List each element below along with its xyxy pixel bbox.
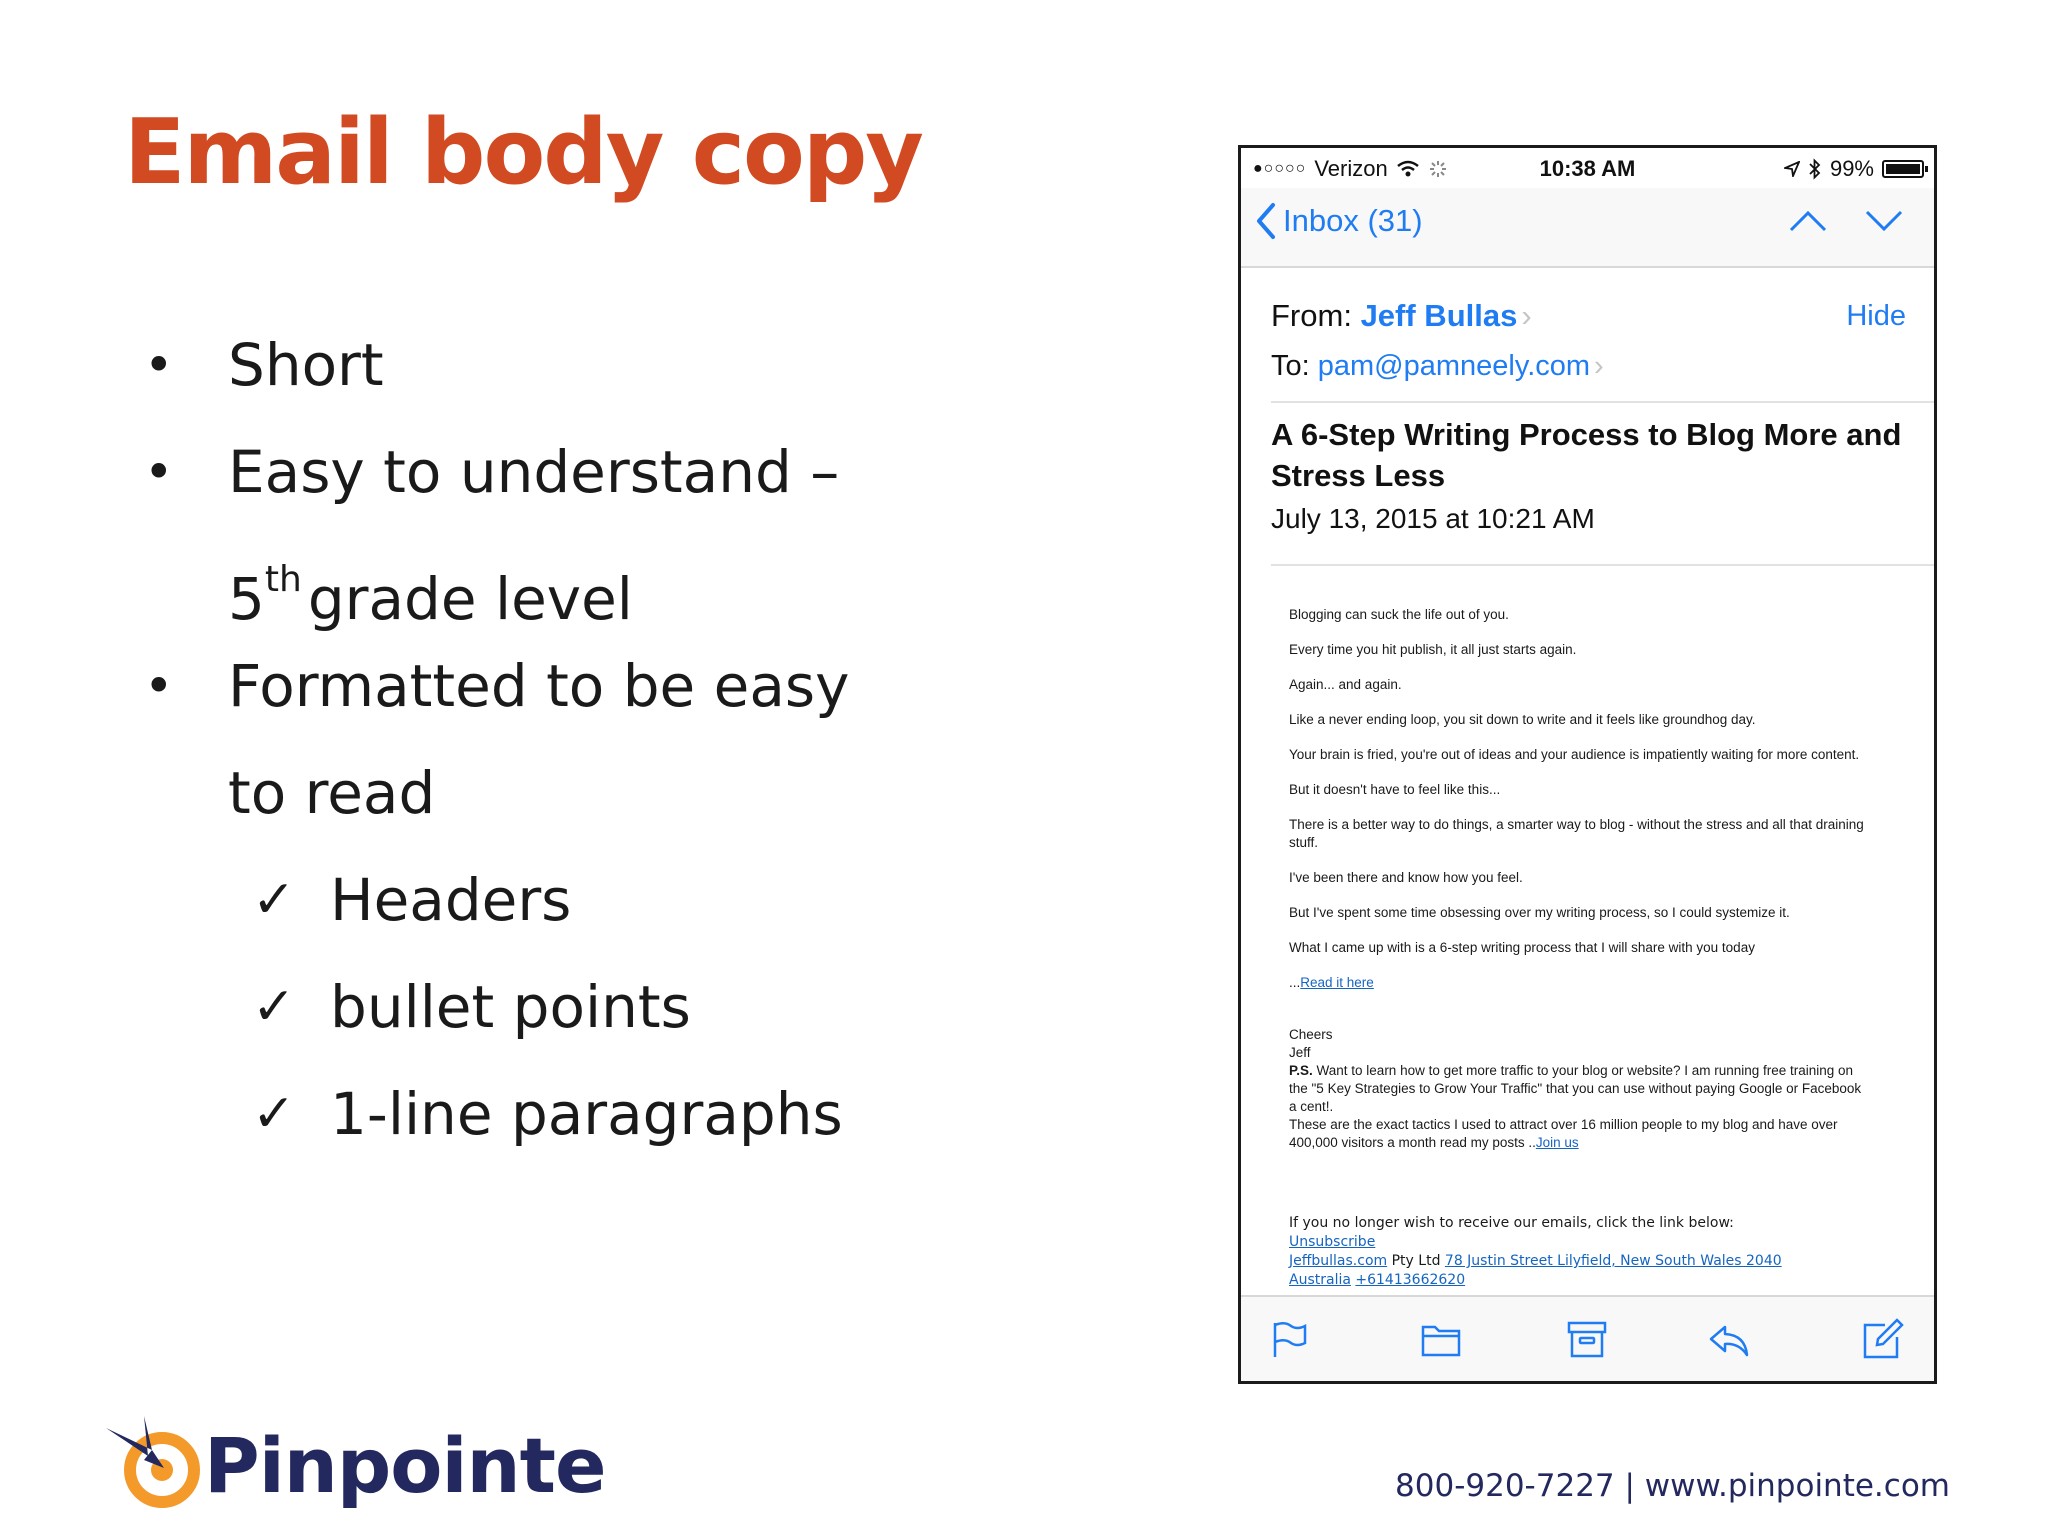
- divider: [1271, 564, 1934, 566]
- cheers-text: Cheers: [1289, 1027, 1333, 1042]
- status-bar: [1241, 148, 1934, 188]
- email-subject: A 6-Step Writing Process to Blog More and Stress Less: [1271, 417, 1902, 493]
- country-link[interactable]: Australia: [1289, 1272, 1351, 1288]
- slide-title: Email body copy: [124, 100, 922, 205]
- grade-suffix: th: [264, 559, 302, 600]
- address-link[interactable]: 78 Justin Street Lilyfield, New South Wales 2040: [1444, 1253, 1782, 1269]
- bullet-dot: •: [144, 336, 174, 394]
- check-icon: ✓: [252, 1084, 296, 1144]
- contact-info: 800-920-7227 | www.pinpointe.com: [1395, 1468, 1950, 1504]
- battery-percent: 99%: [1829, 156, 1874, 181]
- location-icon: [1784, 161, 1800, 177]
- body-paragraph: Your brain is fried, you're out of ideas and your audience is impatiently waiting for more content.: [1289, 747, 1860, 762]
- chevron-left-icon: [1255, 202, 1277, 240]
- previous-message-button[interactable]: [1788, 206, 1828, 236]
- email-body: [1289, 606, 1870, 1152]
- bullet-item-short: [144, 312, 884, 419]
- archive-icon[interactable]: [1565, 1317, 1609, 1361]
- body-paragraph: Like a never ending loop, you sit down to write and it feels like groundhog day.: [1289, 712, 1756, 727]
- carrier-name: Verizon: [1314, 156, 1388, 181]
- ps-label: P.S.: [1289, 1063, 1313, 1078]
- phone-link[interactable]: +61413662620: [1355, 1272, 1466, 1288]
- hide-details-button[interactable]: Hide: [1846, 300, 1906, 332]
- folder-icon[interactable]: [1419, 1317, 1463, 1361]
- next-message-button[interactable]: [1864, 206, 1904, 236]
- check-text: bullet points: [330, 973, 691, 1041]
- bullet-text: Short: [228, 331, 384, 399]
- body-paragraph: What I came up with is a 6-step writing process that I will share with you today: [1289, 940, 1755, 955]
- body-paragraph: Again... and again.: [1289, 677, 1402, 692]
- status-time: 10:38 AM: [1539, 156, 1636, 181]
- bluetooth-icon: [1808, 158, 1822, 180]
- bullet-item-easy: [144, 419, 884, 526]
- bullet-text: Easy to understand –: [228, 438, 840, 506]
- signal-strength: ●○○○○: [1253, 160, 1307, 177]
- divider: [1271, 401, 1934, 403]
- check-item-headers: [144, 847, 884, 954]
- body-paragraph: There is a better way to do things, a smarter way to blog - without the stress and all that draining stuff.: [1289, 817, 1864, 850]
- grade-number: 5: [228, 565, 265, 633]
- check-text: Headers: [330, 866, 572, 934]
- reply-icon[interactable]: [1707, 1317, 1751, 1361]
- bullet-continuation: [144, 526, 884, 633]
- compose-icon[interactable]: [1861, 1317, 1905, 1361]
- phone-screenshot: [1238, 145, 1937, 1384]
- body-paragraph: Blogging can suck the life out of you.: [1289, 607, 1509, 622]
- logo-text: Pinpointe: [204, 1420, 606, 1510]
- mail-toolbar: [1241, 1295, 1934, 1381]
- from-row: [1271, 298, 1532, 334]
- body-paragraph: I've been there and know how you feel.: [1289, 870, 1523, 885]
- unsubscribe-link[interactable]: Unsubscribe: [1289, 1234, 1376, 1250]
- bullet-item-formatted: [144, 633, 884, 740]
- bullet-list: [144, 312, 884, 1168]
- bullet-dot: •: [144, 443, 174, 501]
- read-it-here-link[interactable]: Read it here: [1300, 975, 1374, 990]
- battery-icon: [1882, 160, 1924, 178]
- check-item-paragraphs: [144, 1061, 884, 1168]
- bullet-dot: •: [144, 657, 174, 715]
- chevron-right-icon: ›: [1521, 298, 1532, 333]
- ps-paragraph: P.S. Want to learn how to get more traffic to your blog or website? I am running free training on the "5 Key Strategies to Grow Your Traffic" that you can use without paying Google or Facebook a cent!.: [1289, 1063, 1862, 1114]
- read-more-row: ...Read it here: [1289, 975, 1374, 990]
- mail-nav-bar: [1241, 188, 1934, 268]
- body-paragraph: But it doesn't have to feel like this...: [1289, 782, 1501, 797]
- body-paragraph: Every time you hit publish, it all just starts again.: [1289, 642, 1577, 657]
- email-date: July 13, 2015 at 10:21 AM: [1271, 503, 1595, 534]
- join-us-link[interactable]: Join us: [1535, 1135, 1579, 1150]
- bullet-text: Formatted to be easy: [228, 652, 850, 720]
- to-label: To:: [1271, 350, 1310, 382]
- pinpointe-logo: [100, 1410, 606, 1520]
- logo-mark-icon: [100, 1410, 210, 1520]
- body-paragraph: But I've spent some time obsessing over my writing process, so I could systemize it.: [1289, 905, 1790, 920]
- check-icon: ✓: [252, 870, 296, 930]
- ps-paragraph-2: These are the exact tactics I used to attract over 16 million people to my blog and have over 400,000 visitors a month read my posts ..Join us: [1289, 1117, 1838, 1150]
- recipient-address-link[interactable]: pam@pamneely.com: [1317, 350, 1591, 382]
- check-item-bullet-points: [144, 954, 884, 1061]
- chevron-right-icon: ›: [1594, 350, 1604, 382]
- to-row: [1271, 350, 1604, 383]
- unsubscribe-notice: If you no longer wish to receive our emails, click the link below:: [1289, 1215, 1734, 1231]
- bullet-text: grade level: [307, 565, 633, 633]
- signoff-name: Jeff: [1289, 1045, 1311, 1060]
- signature-block: [1289, 1026, 1870, 1152]
- from-label: From:: [1271, 298, 1352, 333]
- company-link[interactable]: Jeffbullas.com: [1289, 1253, 1388, 1269]
- back-label: Inbox (31): [1283, 203, 1423, 238]
- check-icon: ✓: [252, 977, 296, 1037]
- flag-icon[interactable]: [1267, 1317, 1311, 1361]
- bullet-continuation: to read: [228, 759, 436, 827]
- email-footer: If you no longer wish to receive our emails, click the link below: Unsubscribe Jeffbullas.com Pty Ltd 78 Justin Street Lilyfield, New South Wales 2040 Australia +61413662620: [1289, 1214, 1894, 1290]
- back-to-inbox-button[interactable]: [1255, 202, 1423, 240]
- sender-name-link[interactable]: Jeff Bullas: [1360, 298, 1518, 333]
- check-text: 1-line paragraphs: [330, 1080, 843, 1148]
